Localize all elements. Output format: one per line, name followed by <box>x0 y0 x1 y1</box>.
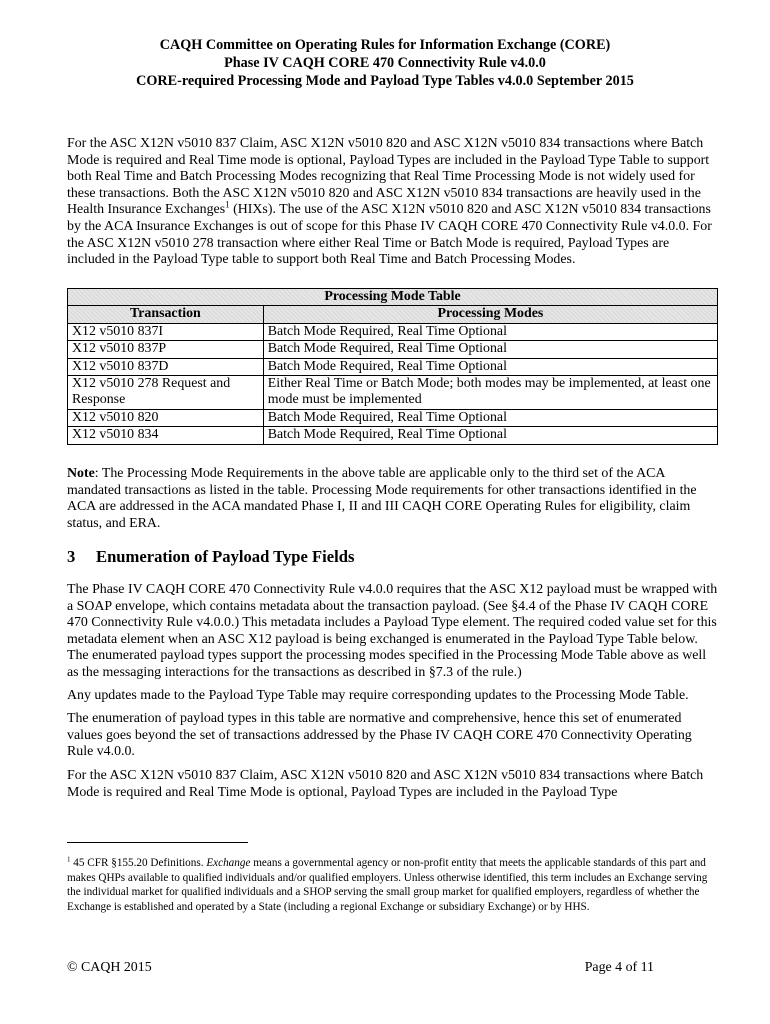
transaction-cell: X12 v5010 278 Request and Response <box>68 376 264 410</box>
body-paragraph-2: Any updates made to the Payload Type Table may require corresponding updates to the Processing Mode Table. <box>67 688 689 703</box>
modes-cell: Batch Mode Required, Real Time Optional <box>263 358 717 375</box>
page-header <box>0 36 770 90</box>
table-row <box>68 323 718 340</box>
footnote-number: 1 <box>67 855 71 864</box>
note-label: Note <box>67 466 95 481</box>
modes-cell: Batch Mode Required, Real Time Optional <box>263 427 717 444</box>
body-paragraph-4: For the ASC X12N v5010 837 Claim, ASC X12N v5010 820 and ASC X12N v5010 834 transactions where Batch Mode is required and Real Time Mode is optional, Payload Types are included in the Payload Type <box>67 768 704 800</box>
footnote <box>67 856 719 914</box>
section-heading <box>67 547 719 567</box>
footer-page-number: Page 4 of 11 <box>584 960 654 975</box>
processing-mode-table <box>67 288 718 445</box>
modes-cell: Batch Mode Required, Real Time Optional <box>263 409 717 426</box>
footnote-term: Exchange <box>206 857 251 869</box>
footer-copyright: © CAQH 2015 <box>67 960 152 975</box>
transaction-cell: X12 v5010 834 <box>68 427 264 444</box>
column-header-transaction: Transaction <box>68 306 264 323</box>
note-text: : The Processing Mode Requirements in the above table are applicable only to the third set of the ACA mandated transactions as listed in the table. Processing Mode requirements for other transactions identified in the ACA are addressed in the ACA mandated Phase I, II and III CAQH CORE Operating Rules for eligibility, claim status, and ERA. <box>67 466 697 531</box>
transaction-cell: X12 v5010 837P <box>68 341 264 358</box>
header-line-1: CAQH Committee on Operating Rules for Information Exchange (CORE) <box>159 37 611 53</box>
intro-text-part-2: (HIXs). The use of the ASC X12N v5010 820 and ASC X12N v5010 834 transactions by the ACA Insurance Exchanges is out of scope for this Phase IV CAQH CORE 470 Connectivity Rule v4.0.0. For the ASC X12N v5010 278 transaction where either Real Time or Batch Mode is required, Payload Types are included in the Payload Type table to support both Real Time and Batch Processing Modes. <box>67 202 712 268</box>
table-row <box>68 409 718 426</box>
footnote-lead: 45 CFR §155.20 Definitions. <box>70 857 207 869</box>
header-line-3: CORE-required Processing Mode and Payload Type Tables v4.0.0 September 2015 <box>136 73 634 89</box>
body-paragraph-1: The Phase IV CAQH CORE 470 Connectivity Rule v4.0.0 requires that the ASC X12 payload must be wrapped with a SOAP envelope, which contains metadata about the transaction payload. (See §4.4 of the Phase IV CAQH CORE 470 Connectivity Rule v4.0.0.) This metadata includes a Payload Type element. The required coded value set for this metadata element when an ASC X12 payload is being exchanged is enumerated in the Payload Type Table below. The enumerated payload types support the processing modes specified in the Processing Mode Table above as well as the messaging interactions for the transactions as described in §7.3 of the rule.) <box>67 582 718 680</box>
transaction-cell: X12 v5010 820 <box>68 409 264 426</box>
table-row <box>68 341 718 358</box>
table-title: Processing Mode Table <box>68 289 718 306</box>
modes-cell: Batch Mode Required, Real Time Optional <box>263 323 717 340</box>
modes-cell: Batch Mode Required, Real Time Optional <box>263 341 717 358</box>
transaction-cell: X12 v5010 837I <box>68 323 264 340</box>
footnote-text: means a governmental agency or non-profit entity that meets the applicable standards of this part and makes QHPs available to qualified individuals and/or qualified employers. Unless otherwise identified, this term includes an Exchange serving the individual market for qualified individuals and a SHOP serving the small group market for qualified employers, regardless of whether the Exchange is established and operated by a State (including a regional Exchange or subsidiary Exchange) or by HHS. <box>67 857 708 913</box>
body-paragraph-3: The enumeration of payload types in this table are normative and comprehensive, hence this set of enumerated values goes beyond the set of transactions addressed by the Phase IV CAQH CORE 470 Connectivity Operating Rule v4.0.0. <box>67 711 692 760</box>
footnote-divider <box>67 842 248 843</box>
header-line-2: Phase IV CAQH CORE 470 Connectivity Rule v4.0.0 <box>224 55 546 71</box>
table-row <box>68 427 718 444</box>
footnote-reference[interactable]: 1 <box>225 199 230 210</box>
intro-text-part-1: For the ASC X12N v5010 837 Claim, ASC X12N v5010 820 and ASC X12N v5010 834 transactions where Batch Mode is required and Real Time mode is optional, Payload Types are included in the Payload Type Table to support both Real Time and Batch Processing Modes recognizing that Real Time Processing Mode is not widely used for these transactions. Both the ASC X12N v5010 820 and ASC X12N v5010 834 transactions are heavily used in the Health Insurance Exchanges <box>67 136 710 218</box>
note-paragraph <box>67 466 719 532</box>
column-header-processing-modes: Processing Modes <box>263 306 717 323</box>
section-number: 3 <box>67 547 76 566</box>
table-row <box>68 358 718 375</box>
table-row <box>68 376 718 410</box>
section-title: Enumeration of Payload Type Fields <box>96 547 355 566</box>
modes-cell: Either Real Time or Batch Mode; both modes may be implemented, at least one mode must be implemented <box>263 376 717 410</box>
intro-paragraph <box>67 136 719 269</box>
transaction-cell: X12 v5010 837D <box>68 358 264 375</box>
